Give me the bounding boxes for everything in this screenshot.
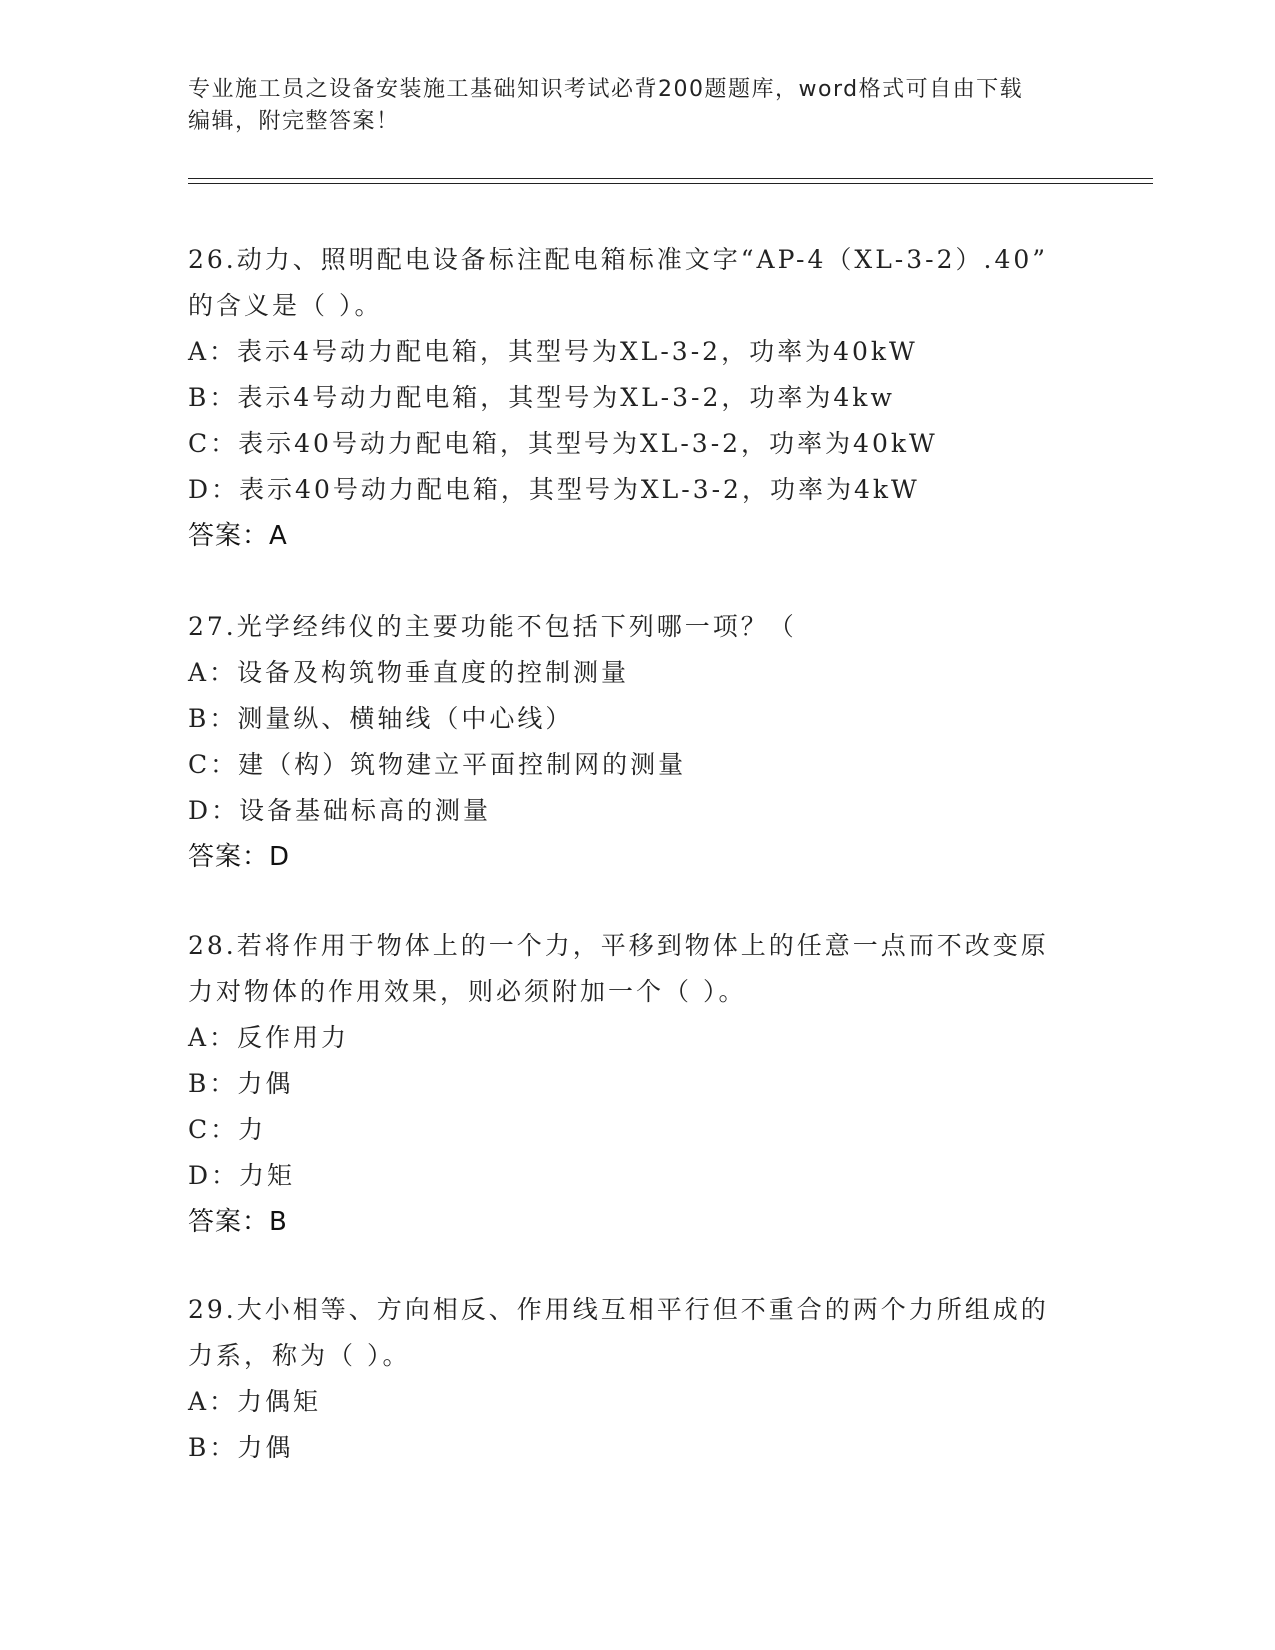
question-stem-line-2: 力系，称为（ ）。 bbox=[188, 1341, 411, 1370]
answer-text: 答案：B bbox=[188, 1207, 288, 1237]
option-d: D：表示40号动力配电箱，其型号为XL-3-2，功率为4kW bbox=[188, 475, 920, 504]
header-divider-bottom bbox=[188, 183, 1153, 184]
header-title-line-1: 专业施工员之设备安装施工基础知识考试必背200题题库，word格式可自由下载 bbox=[188, 77, 1024, 102]
option-d: D：设备基础标高的测量 bbox=[188, 796, 492, 825]
question-stem-line-2: 的含义是（ ）。 bbox=[188, 291, 383, 320]
option-d: D：力矩 bbox=[188, 1161, 296, 1190]
question-stem-line-1: 26.动力、照明配电设备标注配电箱标准文字“AP-4（XL-3-2）.40” bbox=[188, 245, 1049, 274]
option-b: B：测量纵、横轴线（中心线） bbox=[188, 704, 574, 733]
option-a: A：力偶矩 bbox=[188, 1387, 322, 1416]
option-b: B：力偶 bbox=[188, 1433, 294, 1462]
question-27 bbox=[188, 604, 1088, 880]
option-a: A：表示4号动力配电箱，其型号为XL-3-2，功率为40kW bbox=[188, 337, 918, 366]
question-stem-line-1: 28.若将作用于物体上的一个力，平移到物体上的任意一点而不改变原 bbox=[188, 931, 1049, 960]
question-29 bbox=[188, 1287, 1088, 1471]
option-b: B：表示4号动力配电箱，其型号为XL-3-2，功率为4kw bbox=[188, 383, 895, 412]
question-28 bbox=[188, 923, 1088, 1245]
question-stem-line-1: 27.光学经纬仪的主要功能不包括下列哪一项？（ bbox=[188, 612, 797, 641]
question-stem-line-1: 29.大小相等、方向相反、作用线互相平行但不重合的两个力所组成的 bbox=[188, 1295, 1049, 1324]
question-26 bbox=[188, 237, 1088, 559]
answer-text: 答案：D bbox=[188, 842, 291, 872]
option-c: C：建（构）筑物建立平面控制网的测量 bbox=[188, 750, 687, 779]
option-a: A：设备及构筑物垂直度的控制测量 bbox=[188, 658, 630, 687]
option-b: B：力偶 bbox=[188, 1069, 294, 1098]
question-stem-line-2: 力对物体的作用效果，则必须附加一个（ ）。 bbox=[188, 977, 747, 1006]
option-c: C：表示40号动力配电箱，其型号为XL-3-2，功率为40kW bbox=[188, 429, 938, 458]
document-header bbox=[188, 74, 1068, 138]
option-a: A：反作用力 bbox=[188, 1023, 350, 1052]
header-divider-top bbox=[188, 178, 1153, 179]
option-c: C：力 bbox=[188, 1115, 267, 1144]
header-title-line-2: 编辑，附完整答案！ bbox=[188, 109, 400, 134]
answer-text: 答案：A bbox=[188, 521, 288, 551]
